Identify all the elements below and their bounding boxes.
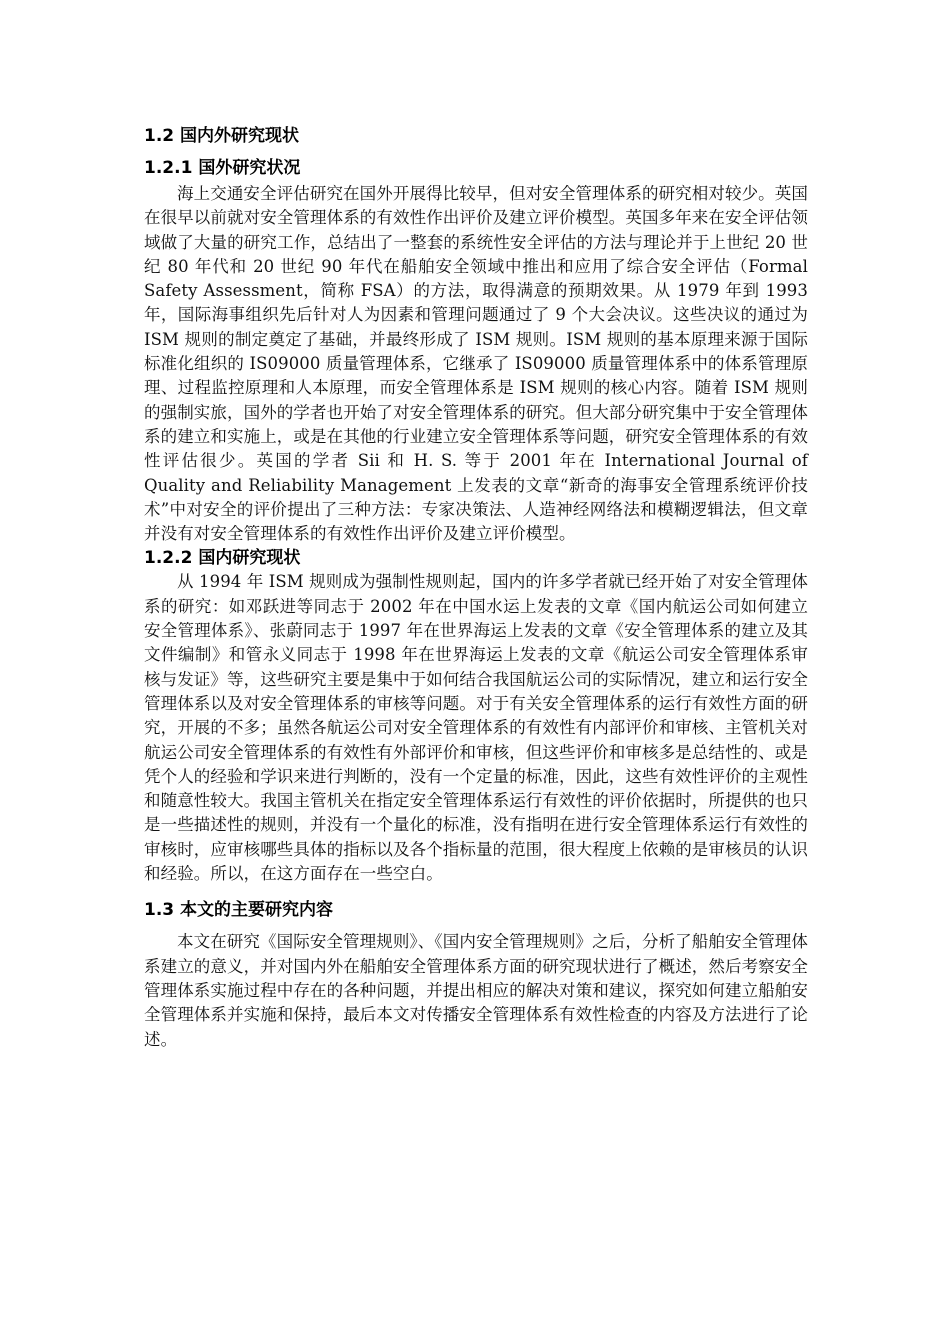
paragraph-main-content: 本文在研究《国际安全管理规则》、《国内安全管理规则》之后，分析了船舶安全管理体系建立的意义，并对国内外在船舶安全管理体系方面的研究现状进行了概述，然后考察安全管理体系实施过程中存在的各种问题，并提出相应的解决对策和建议，探究如何建立船舶安全管理体系并实施和保持，最后本文对传播安全管理体系有效性检查的内容及方法进行了论述。 <box>144 932 808 1049</box>
paragraph-foreign-research: 海上交通安全评估研究在国外开展得比较早，但对安全管理体系的研究相对较少。英国在很早以前就对安全管理体系的有效性作出评价及建立评价模型。英国多年来在安全评估领域做了大量的研究工作，总结出了一整套的系统性安全评估的方法与理论并于上世纪 20 世纪 80 年代和 20 世纪 90 年代在船舶安全领域中推出和应用了综合安全评估（Formal Safety Assessment，简称 FSA）的方法，取得满意的预期效果。从 1979 年到 1993 年，国际海事组织先后针对人为因素和管理问题通过了 9 个大会决议。这些决议的通过为 ISM 规则的制定奠定了基础，并最终形成了 ISM 规则。ISM 规则的基本原理来源于国际标准化组织的 IS09000 质量管理体系，它继承了 IS09000 质量管理体系中的体系管理原理、过程监控原理和人本原理，而安全管理体系是 ISM 规则的核心内容。随着 ISM 规则的强制实旅，国外的学者也开始了对安全管理体系的研究。但大部分研究集中于安全管理体系的建立和实施上，或是在其他的行业建立安全管理体系等问题，研究安全管理体系的有效性评估很少。英国的学者 Sii 和 H. S. 等于 2001 年在 International Journal of Quality and Reliability Management 上发表的文章“新奇的海事安全管理系统评价技术”中对安全的评价提出了三种方法：专家决策法、人造神经网络法和模糊逻辑法，但文章并没有对安全管理体系的有效性作出评价及建立评价模型。 <box>144 184 808 544</box>
document-page <box>144 118 808 1052</box>
section-heading-1-2-1: 1.2.1 国外研究状况 <box>144 158 301 178</box>
section-heading-1-2: 1.2 国内外研究现状 <box>144 126 300 146</box>
section-heading-1-3: 1.3 本文的主要研究内容 <box>144 900 334 921</box>
section-heading-1-2-2: 1.2.2 国内研究现状 <box>144 548 301 569</box>
paragraph-domestic-research: 从 1994 年 ISM 规则成为强制性规则起，国内的许多学者就已经开始了对安全管理体系的研究：如邓跃进等同志于 2002 年在中国水运上发表的文章《国内航运公司如何建立安全管理体系》、张蔚同志于 1997 年在世界海运上发表的文章《安全管理体系的建立及其文件编制》和管永义同志于 1998 年在世界海运上发表的文章《航运公司安全管理体系审核与发证》等，这些研究主要是集中于如何结合我国航运公司的实际情况，建立和运行安全管理体系以及对安全管理体系的审核等问题。对于有关安全管理体系的运行有效性方面的研究，开展的不多；虽然各航运公司对安全管理体系的有效性有内部评价和审核、主管机关对航运公司安全管理体系的有效性有外部评价和审核，但这些评价和审核多是总结性的、或是凭个人的经验和学识来进行判断的，没有一个定量的标准，因此，这些有效性评价的主观性和随意性较大。我国主管机关在指定安全管理体系运行有效性的评价依据时，所提供的也只是一些描述性的规则，并没有一个量化的标准，没有指明在进行安全管理体系运行有效性的审核时，应审核哪些具体的指标以及各个指标量的范围，很大程度上依赖的是审核员的认识和经验。所以，在这方面存在一些空白。 <box>144 572 808 884</box>
